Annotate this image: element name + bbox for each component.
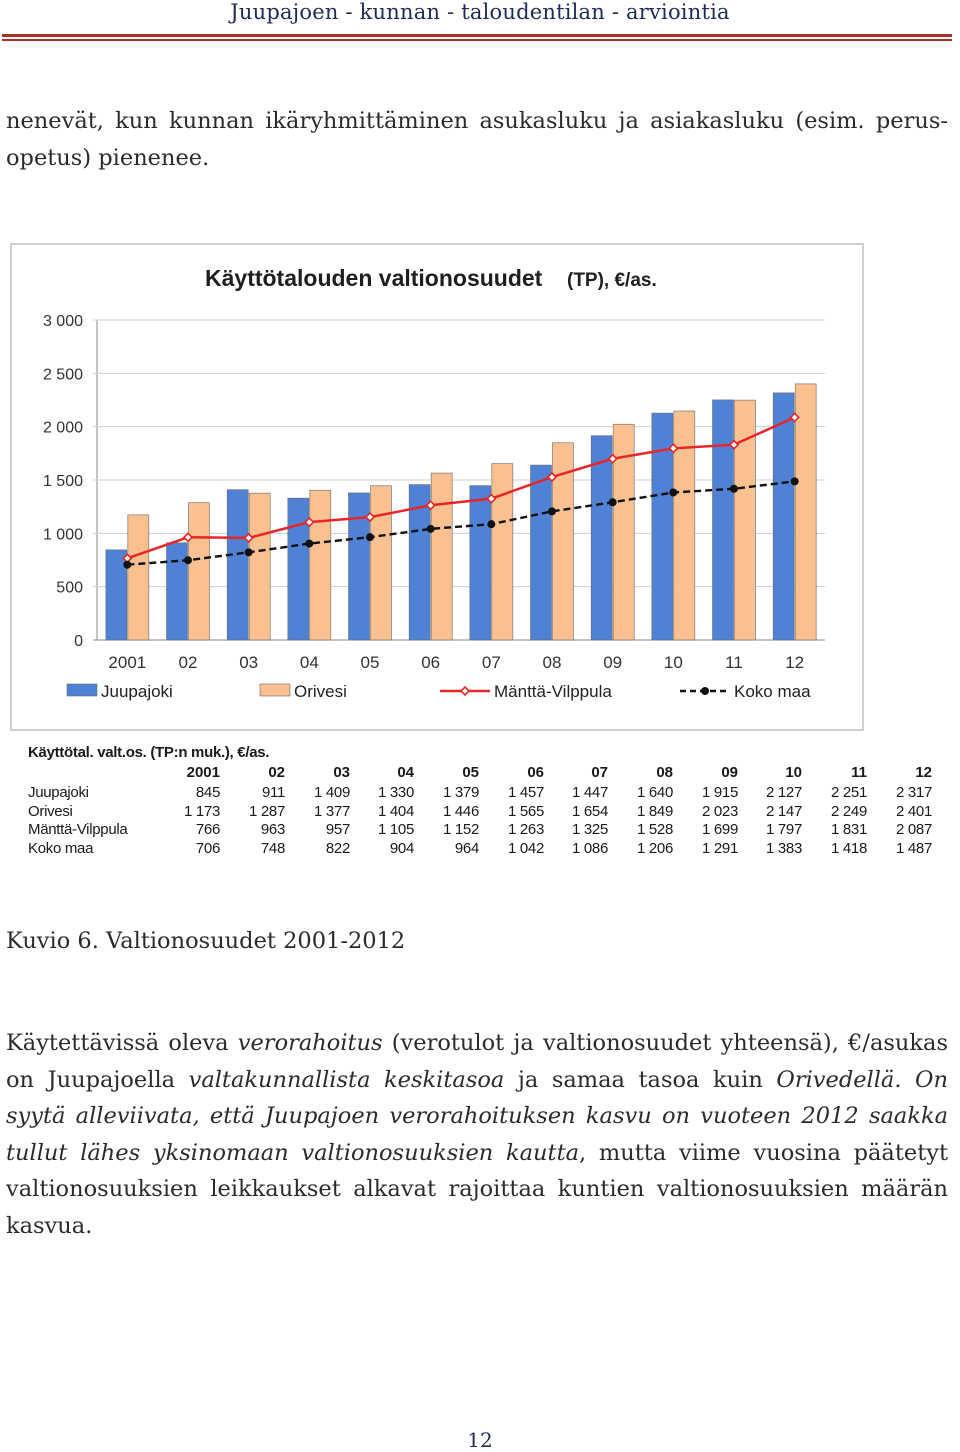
x-tick-label: 03 — [239, 653, 259, 672]
line-point — [123, 561, 131, 569]
bar-orivesi — [431, 473, 452, 640]
table-cell: 963 — [260, 821, 285, 838]
table-cell: 1 173 — [183, 802, 220, 820]
x-tick-label: 2001 — [108, 653, 147, 672]
legend-label: Juupajoki — [101, 682, 173, 701]
table-cell: 2 249 — [830, 802, 867, 820]
table-cell: 911 — [261, 784, 285, 801]
y-tick-label: 1 000 — [42, 526, 83, 544]
table-cell: 1 152 — [442, 821, 479, 838]
table-year-header: 05 — [462, 764, 479, 781]
line-point — [791, 477, 799, 485]
y-tick-label: 0 — [74, 633, 83, 650]
legend-label: Koko maa — [734, 682, 811, 701]
table-year-header: 12 — [915, 764, 932, 781]
intro-paragraph: nenevät, kun kunnan ikäryhmittäminen asukasluku ja asiakasluku (esim. perus-opetus) pienenee. — [6, 108, 948, 171]
table-cell: 1 379 — [442, 784, 479, 801]
text-run: ja samaa tasoa kuin — [504, 1066, 777, 1093]
table-cell: 1 086 — [571, 839, 608, 857]
table-cell: 1 409 — [313, 784, 350, 801]
table-cell: 1 797 — [765, 821, 802, 838]
table-cell: 964 — [454, 839, 479, 857]
table-cell: 2 127 — [765, 784, 802, 801]
bar-juupajoki — [773, 393, 794, 640]
legend-marker — [701, 687, 709, 695]
table-row-label: Orivesi — [28, 802, 73, 820]
table-cell: 1 263 — [507, 821, 544, 838]
bar-orivesi — [795, 384, 816, 640]
bar-juupajoki — [349, 493, 370, 640]
table-cell: 1 447 — [571, 784, 608, 801]
text-run: Käytettävissä oleva — [6, 1030, 238, 1056]
table-year-header: 11 — [851, 764, 867, 781]
header-title: Juupajoen - kunnan - taloudentilan - arviointia — [230, 0, 730, 24]
table-cell: 1 325 — [571, 821, 608, 838]
table-cell: 1 206 — [636, 839, 673, 857]
bar-orivesi — [189, 503, 210, 640]
bar-juupajoki — [531, 465, 552, 640]
text-run: , mutta viime vuosina päätetyt valtionosuuksien leikkaukset alkavat rajoittaa kuntien valtionosuuksien määrän kasvua. — [6, 1139, 949, 1239]
x-tick-label: 06 — [421, 653, 441, 672]
legend-swatch — [260, 684, 290, 696]
x-tick-label: 10 — [663, 653, 683, 672]
bar-juupajoki — [288, 498, 309, 640]
bar-juupajoki — [167, 543, 188, 640]
header-rule-thin — [2, 39, 952, 41]
table-cell: 766 — [195, 821, 220, 838]
bar-juupajoki — [227, 490, 248, 640]
table-year-header: 02 — [268, 764, 285, 781]
table-cell: 748 — [260, 839, 285, 857]
table-cell: 2 147 — [765, 802, 802, 820]
line-point — [609, 498, 617, 506]
y-tick-label: 1 500 — [42, 473, 83, 490]
table-cell: 845 — [195, 784, 220, 801]
table-year-header: 06 — [527, 764, 544, 781]
line-point — [427, 525, 435, 533]
line-point — [366, 533, 374, 541]
bar-juupajoki — [470, 486, 491, 640]
table-cell: 1 418 — [830, 839, 867, 857]
valtionosuudet-chart — [12, 245, 862, 729]
emphasis-run: verorahoitus — [237, 1030, 383, 1056]
x-tick-label: 04 — [299, 653, 319, 672]
chart-title: Käyttötalouden valtionosuudet — [205, 265, 543, 291]
figure-caption: Kuvio 6. Valtionosuudet 2001-2012 — [6, 928, 406, 954]
table-cell: 2 317 — [895, 784, 932, 801]
table-cell: 1 404 — [377, 802, 414, 820]
data-table-title: Käyttötal. valt.os. (TP:n muk.), €/as. — [28, 744, 270, 761]
table-cell: 1 640 — [636, 784, 673, 801]
table-cell: 1 565 — [507, 802, 544, 820]
table-cell: 822 — [325, 839, 350, 857]
header-rule — [2, 34, 952, 37]
chart-title-suffix: (TP), €/as. — [567, 270, 657, 291]
table-year-header: 2001 — [186, 764, 220, 781]
data-table — [28, 744, 948, 864]
bar-orivesi — [128, 515, 149, 640]
table-cell: 1 849 — [636, 802, 673, 820]
x-tick-label: 02 — [178, 653, 198, 672]
table-row-label: Juupajoki — [28, 784, 89, 801]
y-tick-label: 2 500 — [42, 366, 83, 384]
table-row-label: Koko maa — [28, 839, 94, 857]
line-point — [305, 540, 313, 548]
line-point — [548, 507, 556, 515]
table-cell: 2 401 — [895, 802, 932, 820]
emphasis-run: Orivedellä. On syytä alleviivata, että Juupajoen verorahoituksen kasvu on vuoteen 2012 saakka tullut lähes yksinomaan valtionosuuksien kautta — [6, 1066, 948, 1166]
table-cell: 1 291 — [701, 839, 738, 857]
line-point — [245, 548, 253, 556]
table-cell: 2 087 — [895, 821, 932, 838]
table-cell: 1 915 — [701, 784, 738, 801]
legend-label: Mänttä-Vilppula — [494, 682, 612, 701]
x-tick-label: 09 — [603, 653, 623, 672]
table-cell: 1 446 — [442, 802, 479, 820]
chart-frame — [10, 243, 864, 731]
x-tick-label: 12 — [785, 653, 805, 672]
legend-label: Orivesi — [294, 682, 347, 701]
x-tick-label: 11 — [725, 653, 743, 672]
y-tick-label: 3 000 — [42, 313, 83, 330]
table-year-header: 04 — [397, 764, 414, 781]
table-cell: 1 287 — [248, 802, 285, 820]
table-year-header: 08 — [656, 764, 673, 781]
table-cell: 904 — [389, 839, 414, 857]
x-tick-label: 07 — [481, 653, 501, 672]
table-year-header: 10 — [785, 764, 802, 781]
table-cell: 1 377 — [313, 802, 350, 820]
table-cell: 1 528 — [636, 821, 673, 838]
table-cell: 1 105 — [377, 821, 414, 838]
table-cell: 1 831 — [830, 821, 867, 838]
emphasis-run: valtakunnallista keskitasoa — [188, 1066, 505, 1093]
bar-orivesi — [492, 464, 513, 640]
bar-juupajoki — [591, 436, 612, 640]
table-cell: 1 699 — [701, 821, 738, 838]
table-cell: 706 — [195, 839, 220, 857]
text-run: (verotulot ja valtionosuudet yhteensä), €/asukas on Juupajoella — [6, 1030, 948, 1093]
bar-orivesi — [249, 493, 270, 640]
table-cell: 1 042 — [507, 839, 544, 857]
x-tick-label: 08 — [542, 653, 562, 672]
y-tick-label: 500 — [56, 579, 83, 597]
table-cell: 1 330 — [377, 784, 414, 801]
table-cell: 1 457 — [507, 784, 544, 801]
body-paragraph — [6, 1025, 948, 1244]
table-cell: 1 487 — [895, 839, 932, 857]
x-tick-label: 05 — [360, 653, 380, 672]
y-tick-label: 2 000 — [42, 419, 83, 437]
page-number: 12 — [467, 1428, 493, 1452]
legend-marker — [461, 687, 469, 695]
line-point — [184, 556, 192, 564]
bar-orivesi — [674, 411, 695, 640]
bar-juupajoki — [713, 400, 734, 640]
legend-swatch — [67, 684, 97, 696]
table-year-header: 07 — [591, 764, 608, 781]
table-cell: 1 383 — [765, 839, 802, 857]
bar-orivesi — [310, 490, 331, 640]
page-header — [0, 0, 960, 44]
bar-orivesi — [371, 486, 392, 640]
line-point — [487, 520, 495, 528]
table-year-header: 09 — [721, 764, 738, 781]
table-cell: 2 023 — [701, 802, 738, 820]
table-row-label: Mänttä-Vilppula — [28, 821, 128, 838]
table-cell: 1 654 — [571, 802, 608, 820]
table-cell: 2 251 — [830, 784, 867, 801]
table-year-header: 03 — [333, 764, 350, 781]
line-point — [730, 485, 738, 493]
line-point — [669, 488, 677, 496]
table-cell: 957 — [325, 821, 350, 838]
